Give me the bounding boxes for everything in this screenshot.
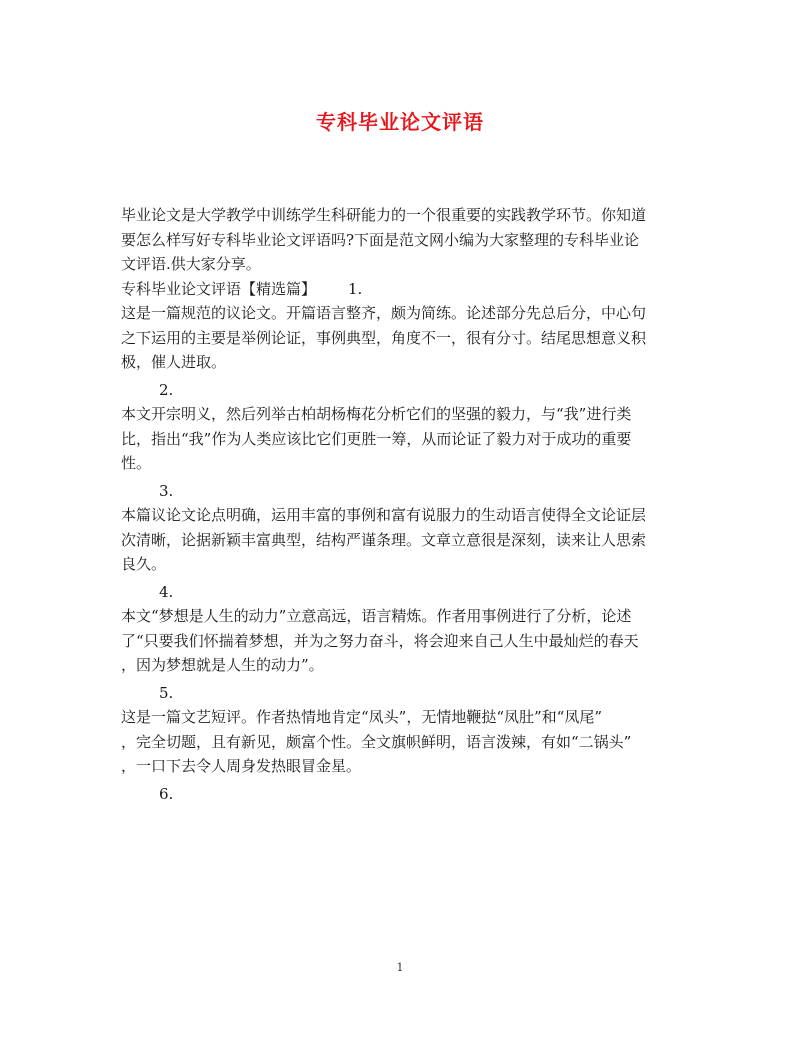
review-line: 比，指出“我”作为人类应该比它们更胜一筹，从而论证了毅力对于成功的重要	[121, 429, 632, 448]
item-number: 2.	[159, 380, 174, 399]
item-number: 4.	[159, 582, 174, 601]
review-line: 本篇议论文论点明确，运用丰富的事例和富有说服力的生动语言使得全文论证层	[121, 506, 647, 524]
item-number: 3.	[159, 481, 174, 500]
review-line: 本文“梦想是人生的动力”立意高远，语言精炼。作者用事例进行了分析，论述	[121, 607, 632, 625]
page-number: 1	[396, 961, 404, 974]
review-line: 极，催人进取。	[121, 353, 227, 371]
review-item-2	[121, 402, 681, 476]
review-line: 这是一篇规范的议论文。开篇语言整齐，颇为简练。论述部分先总后分，中心句	[121, 304, 647, 322]
review-item-5	[121, 705, 681, 779]
item-number: 5.	[159, 683, 174, 702]
review-line: 之下运用的主要是举例论证，事例典型，角度不一，很有分寸。结尾思想意义积	[121, 328, 647, 347]
page-title: 专科毕业论文评语	[316, 110, 484, 134]
review-item-4	[121, 604, 681, 678]
intro-line: 要怎么样写好专科毕业论文评语吗?下面是范文网小编为大家整理的专科毕业论	[121, 230, 640, 249]
item-number: 1.	[348, 279, 363, 298]
section-heading: 专科毕业论文评语【精选篇】	[121, 279, 317, 298]
intro-line: 文评语.供大家分享。	[121, 255, 261, 273]
item-number: 6.	[159, 784, 174, 803]
review-line: 了“只要我们怀揣着梦想，并为之努力奋斗，将会迎来自己人生中最灿烂的春天	[121, 631, 639, 650]
review-item-3	[121, 503, 681, 577]
review-line: 性。	[121, 454, 152, 472]
review-line: 本文开宗明义，然后列举古柏胡杨梅花分析它们的坚强的毅力，与“我”进行类	[121, 405, 632, 423]
intro-paragraph	[121, 203, 681, 277]
review-line: 这是一篇文艺短评。作者热情地肯定“凤头”，无情地鞭挞“凤肚”和“凤尾”	[121, 708, 603, 726]
intro-line: 毕业论文是大学教学中训练学生科研能力的一个很重要的实践教学环节。你知道	[121, 206, 647, 224]
section-heading-line	[121, 277, 681, 302]
review-line: 良久。	[121, 555, 167, 573]
review-line: ，一口下去令人周身发热眼冒金星。	[121, 757, 362, 775]
review-item-1	[121, 301, 681, 375]
review-line: ，完全切题，且有新见，颇富个性。全文旗帜鲜明，语言泼辣，有如“二锅头”	[121, 732, 632, 751]
document-body	[121, 203, 681, 806]
review-line: ，因为梦想就是人生的动力”。	[121, 656, 324, 674]
review-line: 次清晰，论据新颖丰富典型，结构严谨条理。文章立意很是深刻，读来让人思索	[121, 530, 647, 549]
